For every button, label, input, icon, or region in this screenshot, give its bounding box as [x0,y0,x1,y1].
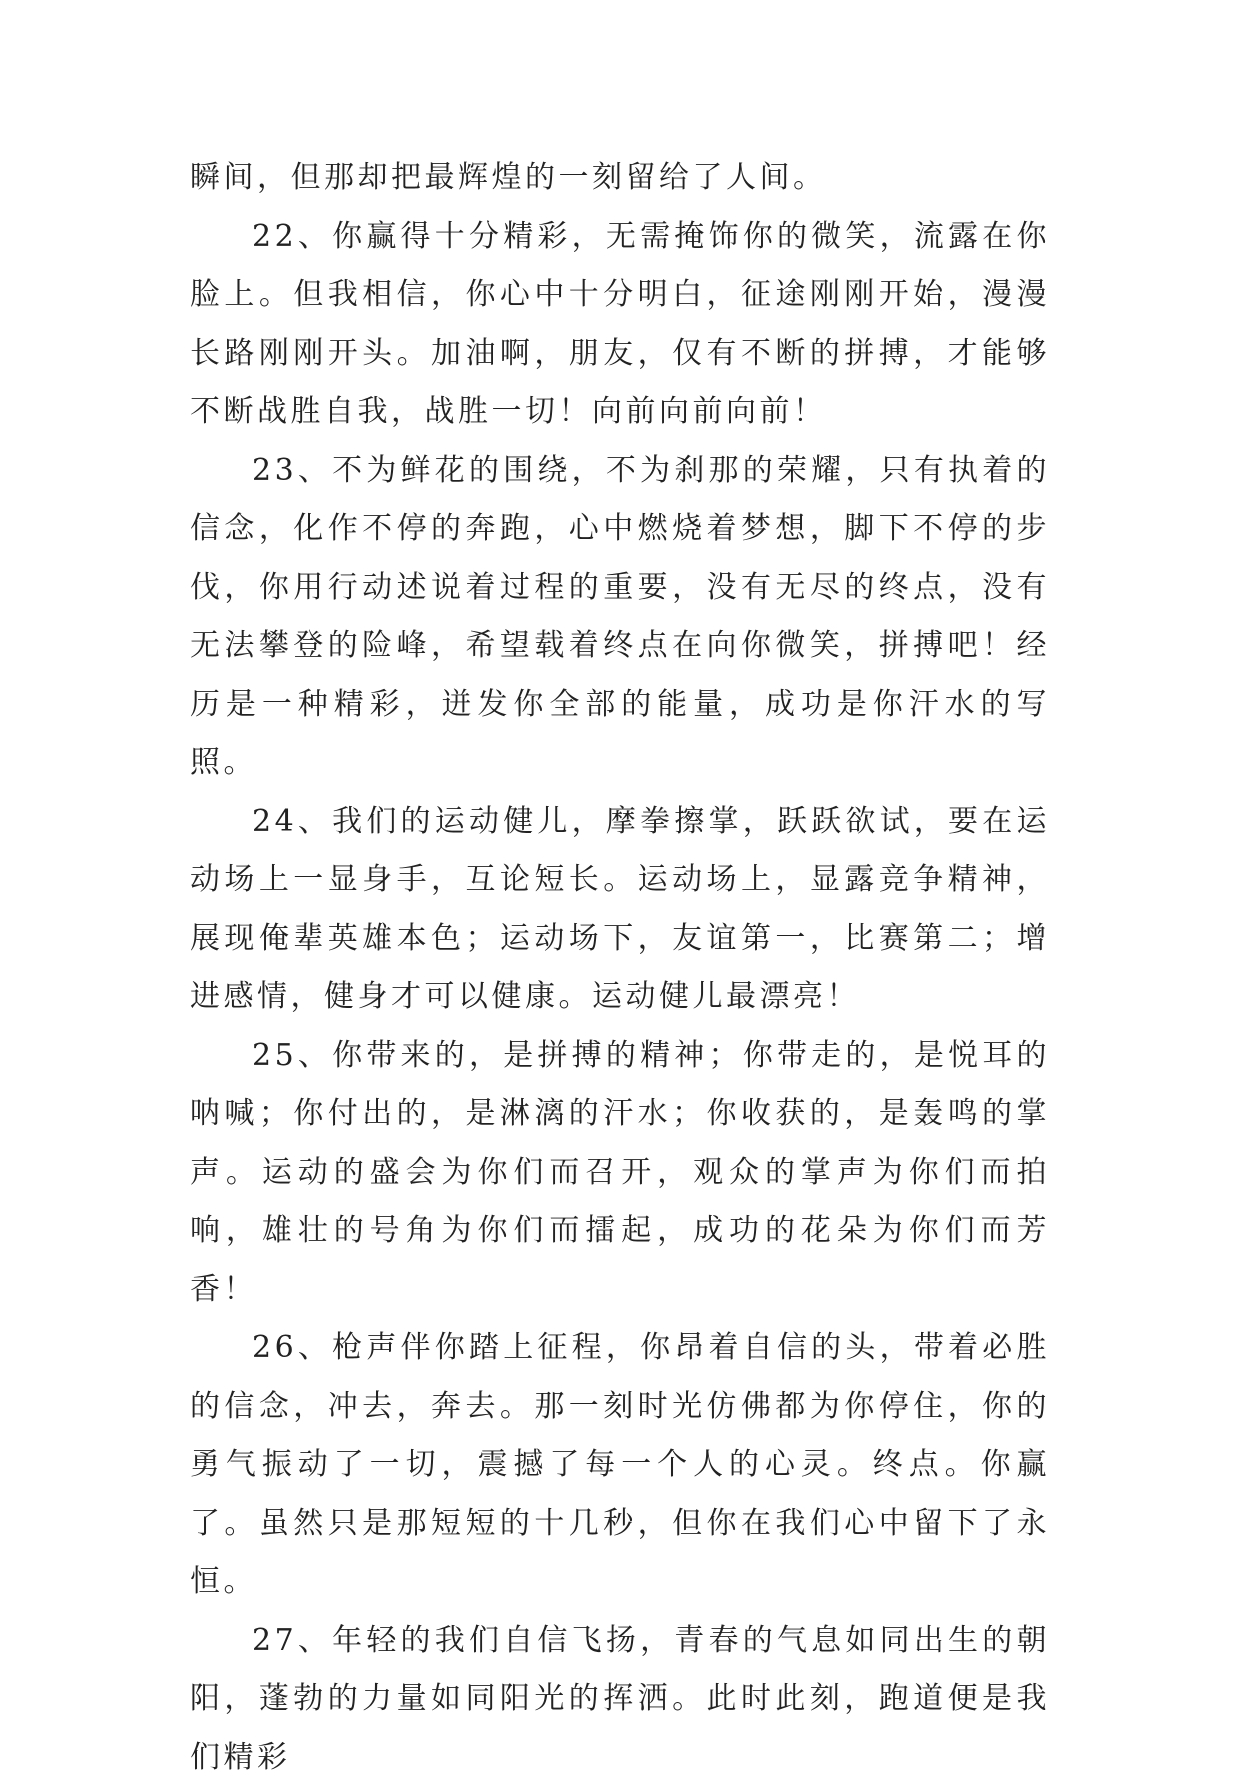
paragraph-25: 25、你带来的，是拼搏的精神；你带走的，是悦耳的呐喊；你付出的，是淋漓的汗水；你收获的，是轰鸣的掌声。运动的盛会为你们而召开，观众的掌声为你们而拍响，雄壮的号角为你们而擂起，成功的花朵为你们而芳香！ [190,1027,1050,1320]
document-body [190,149,1050,1787]
paragraph-22: 22、你赢得十分精彩，无需掩饰你的微笑，流露在你脸上。但我相信，你心中十分明白，征途刚刚开始，漫漫长路刚刚开头。加油啊，朋友，仅有不断的拼搏，才能够不断战胜自我，战胜一切！向前向前向前！ [190,208,1050,442]
paragraph-27: 27、年轻的我们自信飞扬，青春的气息如同出生的朝阳，蓬勃的力量如同阳光的挥洒。此时此刻，跑道便是我们精彩 [190,1612,1050,1787]
paragraph-23: 23、不为鲜花的围绕，不为刹那的荣耀，只有执着的信念，化作不停的奔跑，心中燃烧着梦想，脚下不停的步伐，你用行动述说着过程的重要，没有无尽的终点，没有无法攀登的险峰，希望载着终点在向你微笑，拼搏吧！经历是一种精彩，迸发你全部的能量，成功是你汗水的写照。 [190,442,1050,793]
paragraph-24: 24、我们的运动健儿，摩拳擦掌，跃跃欲试，要在运动场上一显身手，互论短长。运动场上，显露竞争精神，展现俺辈英雄本色；运动场下，友谊第一，比赛第二；增进感情，健身才可以健康。运动健儿最漂亮！ [190,793,1050,1027]
paragraph-26: 26、枪声伴你踏上征程，你昂着自信的头，带着必胜的信念，冲去，奔去。那一刻时光仿佛都为你停住，你的勇气振动了一切，震撼了每一个人的心灵。终点。你赢了。虽然只是那短短的十几秒，但你在我们心中留下了永恒。 [190,1319,1050,1612]
paragraph-continuation: 瞬间，但那却把最辉煌的一刻留给了人间。 [190,149,1050,208]
